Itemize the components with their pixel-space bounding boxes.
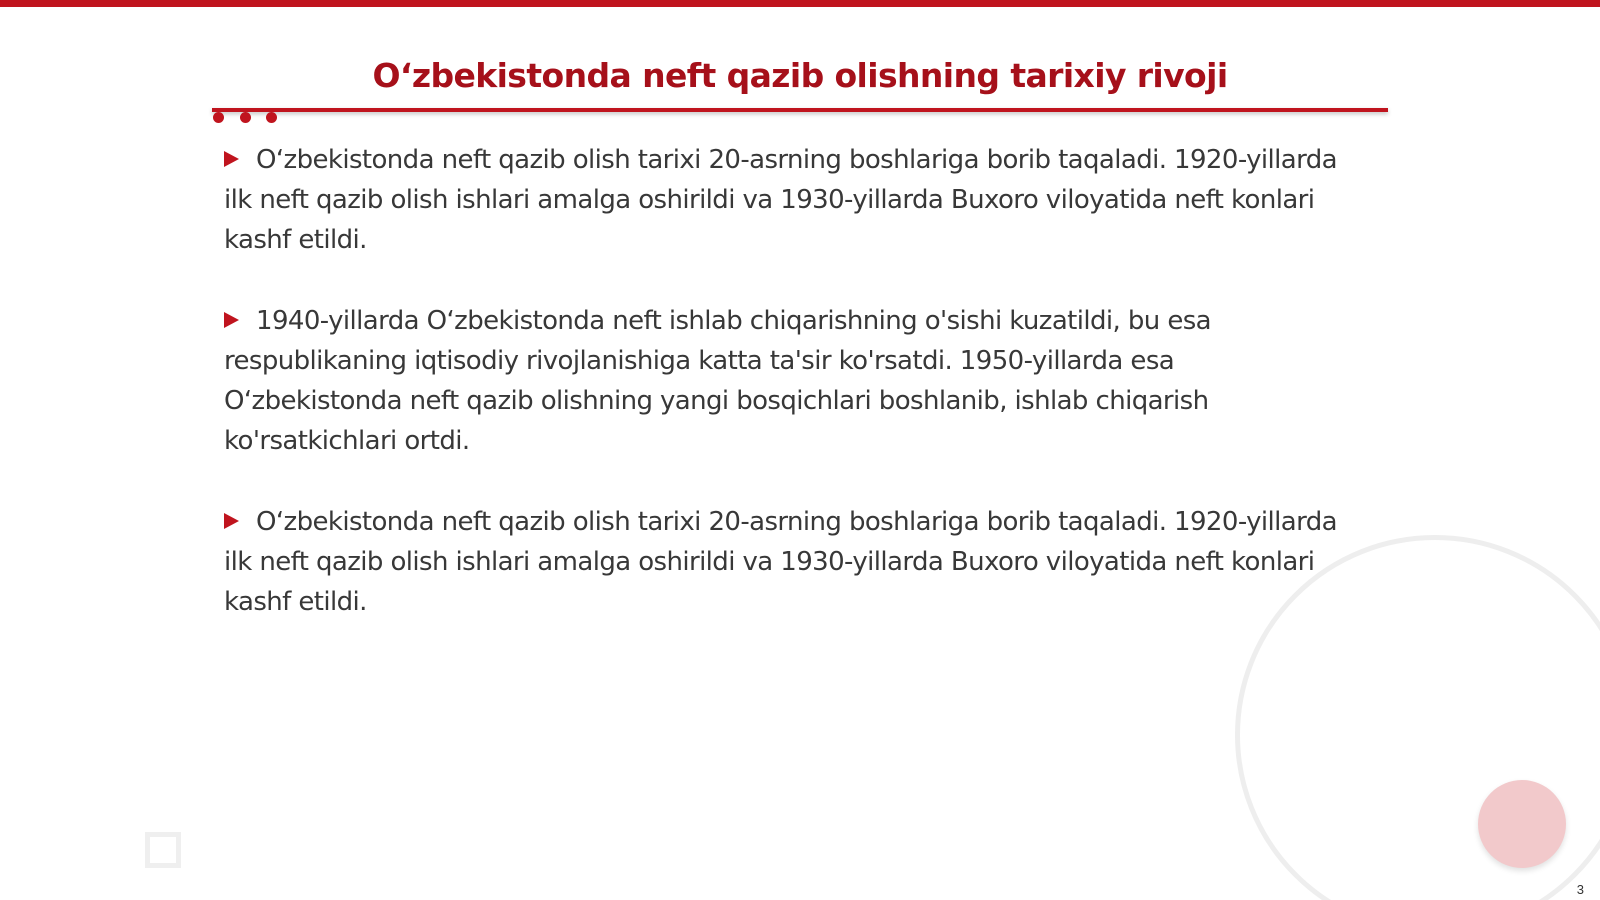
bullet-text: 1940-yillarda O‘zbekistonda neft ishlab chiqarishning o'sishi kuzatildi, bu esa respublikaning iqtisodiy rivojlanishiga katta ta'sir ko'rsatdi. 1950-yillarda esa O‘zbekistonda neft qazib olishning yangi bosqichlari boshlanib, ishlab chiqarish ko'rsatkichlari ortdi. [224, 306, 1211, 456]
decorative-dot [240, 112, 251, 123]
decorative-circle [1478, 780, 1566, 868]
bullet-item [224, 502, 1354, 622]
bullet-item [224, 301, 1354, 461]
decorative-dot [213, 112, 224, 123]
triangle-right-icon [224, 312, 239, 328]
bullet-text: O‘zbekistonda neft qazib olish tarixi 20-asrning boshlariga borib taqaladi. 1920-yillarda ilk neft qazib olish ishlari amalga oshirildi va 1930-yillarda Buxoro viloyatida neft konlari kashf etildi. [224, 507, 1338, 617]
decorative-square [145, 832, 181, 868]
slide-content [224, 140, 1354, 663]
triangle-right-icon [224, 513, 239, 529]
bullet-text: O‘zbekistonda neft qazib olish tarixi 20-asrning boshlariga borib taqaladi. 1920-yillarda ilk neft qazib olish ishlari amalga oshirildi va 1930-yillarda Buxoro viloyatida neft konlari kashf etildi. [224, 145, 1338, 255]
top-accent-bar [0, 0, 1600, 7]
decorative-dot [266, 112, 277, 123]
bullet-item [224, 140, 1354, 260]
page-number: 3 [1576, 882, 1584, 897]
title-underline [212, 108, 1388, 112]
triangle-right-icon [224, 151, 239, 167]
slide-title: O‘zbekistonda neft qazib olishning tarixiy rivoji [372, 56, 1228, 95]
